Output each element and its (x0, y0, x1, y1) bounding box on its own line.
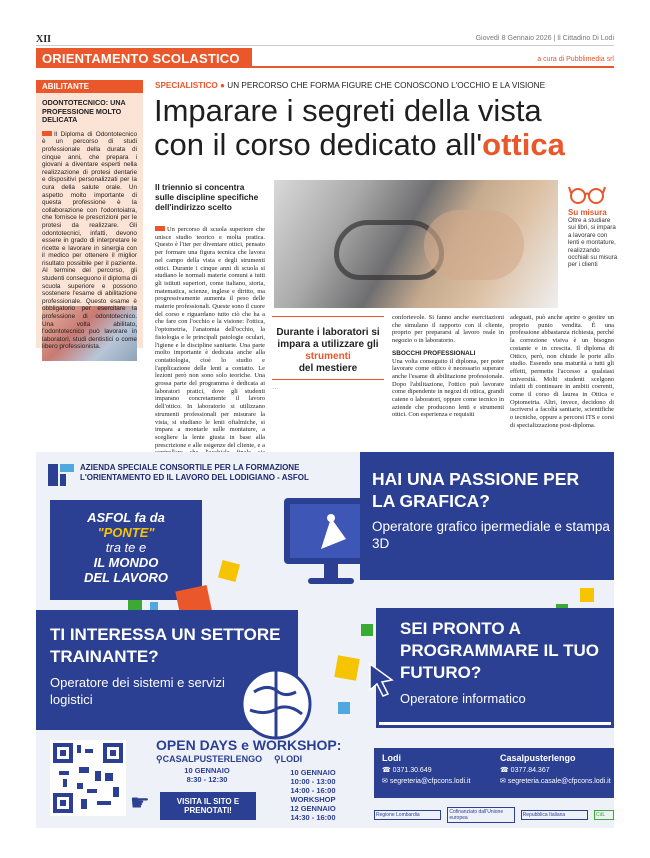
settore-answer: Operatore dei sistemi e servizi logistici (50, 675, 225, 707)
asfol-ad (36, 452, 614, 828)
side-text: Oltre a studiare sui libri, si impara a lavorare con lenti e montature, realizzando occhiali su misura per i clienti (568, 217, 618, 269)
casal-phone-value: 0377.84.367 (510, 767, 550, 774)
org-line-2: L'ORIENTAMENTO ED IL LAVORO DEL LODIGIANO - ASFOL (80, 473, 309, 482)
contacts-box (374, 748, 614, 798)
loc1 (156, 754, 262, 765)
headline-line-1: Imparare i segreti della vista (154, 93, 542, 128)
loc2-ws: WORKSHOP (290, 795, 336, 804)
pull-accent: strumenti (305, 351, 351, 362)
section-rule (252, 66, 614, 68)
glasses-icon (568, 183, 606, 205)
loc2-ws-date: 12 GENNAIO (290, 804, 336, 813)
subtitle: Il triennio si concentra sulle discipline specifiche dell'indirizzo scelto (155, 182, 259, 212)
org-name (80, 463, 309, 483)
asfol-ponte-box (50, 500, 202, 600)
headline (154, 94, 624, 162)
globe-icon (236, 664, 316, 744)
col2-text: confortevole. Si fanno anche esercitazioni che simulano il rapporto con il cliente, proprio per prepararsi al lavoro reale in negozio o in laboratorio. (392, 314, 504, 345)
casal-mail-value: segreteria.casale@cfpcons.lodi.it (507, 778, 611, 785)
cta-button[interactable]: VISITA IL SITO E PRENOTATI! (160, 792, 256, 820)
kicker-label: SPECIALISTICO (155, 81, 218, 90)
pin-icon: ⚲ (156, 754, 163, 764)
lodi-mail[interactable]: ✉ segreteria@cfpcons.lodi.it (382, 778, 471, 785)
casal-title: Casalpusterlengo (500, 753, 576, 763)
ponte-4: IL MONDO (93, 555, 159, 570)
ponte-5: DEL LAVORO (83, 570, 169, 585)
open-days-title: OPEN DAYS e WORKSHOP: (156, 737, 342, 753)
loc2-ws-time: 14:30 - 16:00 (290, 813, 336, 822)
lodi-phone-value: 0371.30.649 (392, 767, 432, 774)
page-number: XII (36, 34, 52, 45)
col3-text: adeguati, può anche aprire o gestire un proprio punto vendita. È una professione abbastanza richiesta, perché la correzione visiva è un bisogno costante e in crescita. Il diploma di Ottico, però, non chiude le porte allo studio. Essendo una maturità a tutti gli effetti, permette l'accesso a qualsiasi università. Molti studenti scelgono infatti di continuare in ambiti coerenti, come il corso di laurea in Ottica e Optometria. Altri, invece, decidono di iscriversi a facoltà sanitarie, scientifiche o tecniche, oppure a percorsi ITS e corsi di specializzazione post-diploma. (510, 314, 614, 429)
date-line: Giovedì 8 Gennaio 2026 | Il Cittadino Di Lodi (475, 35, 614, 42)
article-column-1 (155, 226, 265, 449)
prog-box (378, 608, 614, 722)
lodi-title: Lodi (382, 753, 401, 763)
logo-4: CdL (594, 810, 614, 820)
pull-quote (272, 316, 384, 380)
col1-text: Un percorso di scuola superiore che unisce studio teorico e molta pratica. Questo è l'iter per diventare ottici, pensato per formare una figura tecnica che lavora nel campo della vista e degli strumenti ottici. Durante i cinque anni di scuola si studiano le normali materie comuni a tutti gli istituti superiori, come italiano, storia, matematica, scienze, inglese e diritto, ma progressivamente aumenta il peso delle materie professionali. Queste sono il cuore del corso e riguardano tutto ciò che ha a che fare con l'occhio e la visione: l'ottica, l'optometria, l'anatomia dell'occhio, la fisiologia e le principali patologie oculari, l'igiene e le discipline sanitarie. Una parte molto importante è dedicata anche alla contattologia, cioè lo studio e l'applicazione delle lenti a contatto. Le lezioni però non sono solo teoriche. Una grossa parte del programma è dedicata ai laboratori pratici, dove gli studenti imparano concretamente il lavoro dell'ottico. In laboratorio si utilizzano strumenti professionali per misurare la vista, si studiano le lenti oftalmiche, si impara a montarle sulle montature, a scegliere la lente giusta in base alla prescrizione e alle esigenze del cliente, e a (155, 226, 265, 449)
ponte-3: tra te e (105, 540, 147, 555)
cube-yellow-2 (334, 655, 359, 680)
loc1-time: 8:30 - 12:30 (186, 775, 228, 784)
cube-green-2 (361, 624, 373, 636)
article-column-1b: … (272, 384, 279, 391)
pin-icon-2: ⚲ (274, 754, 281, 764)
casal-phone: ☎ 0377.84.367 (500, 767, 550, 774)
settore-question: TI INTERESSA UN SETTORE TRAINANTE? (50, 625, 281, 666)
loc1-name: CASALPUSTERLENGO (162, 754, 263, 764)
grafica-answer: Operatore grafico ipermediale e stampa 3D (372, 519, 610, 551)
headline-line-2: con il corso dedicato all' (154, 127, 483, 162)
loc2-date: 10 GENNAIO (290, 768, 336, 777)
casal-mail[interactable]: ✉ segreteria.casale@cfpcons.lodi.it (500, 778, 611, 785)
logo-3: Repubblica Italiana (521, 810, 588, 820)
section-bar (36, 48, 252, 68)
loc1-date: 10 GENNAIO (184, 766, 230, 775)
col2b-text: Una volta conseguito il diploma, per poter lavorare come ottico è necessario superare anche l'esame di abilitazione professionale. Dopo l'abilitazione, l'ottico può lavorare come dipendente in negozi di ottica, grandi catene o laboratori, oppure come tecnico in aziende che producono lenti e strumenti ottici. Con esperienza e requisiti (392, 357, 504, 419)
loc2 (274, 754, 302, 765)
loc2-t1: 10:00 - 13:00 (290, 777, 336, 786)
kicker: SPECIALISTICO ● UN PERCORSO CHE FORMA FIGURE CHE CONOSCONO L'OCCHIO E LA VISIONE (155, 81, 546, 90)
article-column-3 (510, 314, 614, 442)
logo-1: Regione Lombardia (374, 810, 441, 820)
asfol-logo (46, 460, 76, 488)
cube-yellow-3 (580, 588, 594, 602)
side-title: Su misura (568, 208, 607, 217)
side-note (568, 183, 618, 269)
loc1-schedule (172, 766, 242, 784)
qr-code[interactable] (50, 740, 126, 816)
grafica-box (360, 452, 614, 580)
lodi-mail-value: segreteria@cfpcons.lodi.it (389, 778, 471, 785)
top-header (36, 34, 614, 46)
col2-head: SBOCCHI PROFESSIONALI (392, 349, 476, 357)
sidebar-body: Il Diploma di Odontotecnico è un percorso di studi professionale della durata di cinque anni, che prepara i giovani a diventare esperti nella realizzazione di protesi dentarie e dispositivi personalizzati per la cura della salute orale. Un aspetto molto importante di questa professione è la collaborazione con l'odontoiatra, che fornisce le prescrizioni per le protesi da realizzare. Gli odontotecnici, infatti, devono essere in grado di interpretare le ricette e lavorare in sinergia con il medico per ottenere il miglior risultato possibile per il paziente. Al termine del percorso, gli studenti conseguono il diploma di scuola superiore e possono sostenere l'esame di abilitazione professionale. Questo esame è obbligatorio per esercitare la professione di odontotecnico. Una volta abilitato, l'odontotecnico può lavorare in laboratori, studi dentistici o come libero professionista. (42, 130, 137, 351)
prog-question: SEI PRONTO A PROGRAMMARE IL TUO FUTURO? (400, 619, 599, 682)
sidebar-title: ODONTOTECNICO: UNA PROFESSIONE MOLTO DELICATA (42, 98, 126, 125)
qr-code-icon (53, 743, 123, 813)
kicker-text: UN PERCORSO CHE FORMA FIGURE CHE CONOSCONO L'OCCHIO E LA VISIONE (227, 81, 546, 90)
grafica-question: HAI UNA PASSIONE PER LA GRAFICA? (372, 469, 580, 511)
loc2-name: LODI (280, 754, 303, 764)
ponte-2: "PONTE" (97, 525, 155, 540)
loc2-t2: 14:00 - 16:00 (290, 786, 336, 795)
sidebar-tag: ABILITANTE (36, 80, 143, 93)
sidebar-box (36, 80, 143, 351)
prog-answer: Operatore informatico (400, 691, 526, 706)
logos-strip (374, 808, 614, 822)
loc2-schedule (280, 768, 346, 822)
lodi-phone: ☎ 0371.30.649 (382, 767, 432, 774)
optics-photo (274, 180, 558, 308)
logo-2: Cofinanziato dall'Unione europea (447, 807, 514, 823)
cube-blue-1 (150, 602, 158, 610)
credit: a cura di Pubblimedia srl (537, 56, 614, 63)
ponte-1: ASFOL fa da (87, 510, 165, 525)
pull-2: del mestiere (298, 363, 358, 374)
pointing-hand-icon: ☛ (130, 790, 150, 815)
cube-yellow-1 (218, 560, 240, 582)
pull-1: Durante i laboratori si impara a utilizzare gli (276, 327, 380, 350)
cube-blue-2 (338, 702, 350, 714)
org-line-1: AZIENDA SPECIALE CONSORTILE PER LA FORMAZIONE (80, 463, 300, 472)
cursor-icon (366, 662, 396, 696)
section-title: ORIENTAMENTO SCOLASTICO (42, 51, 240, 66)
headline-accent: ottica (482, 127, 565, 162)
article-column-2 (392, 314, 504, 442)
